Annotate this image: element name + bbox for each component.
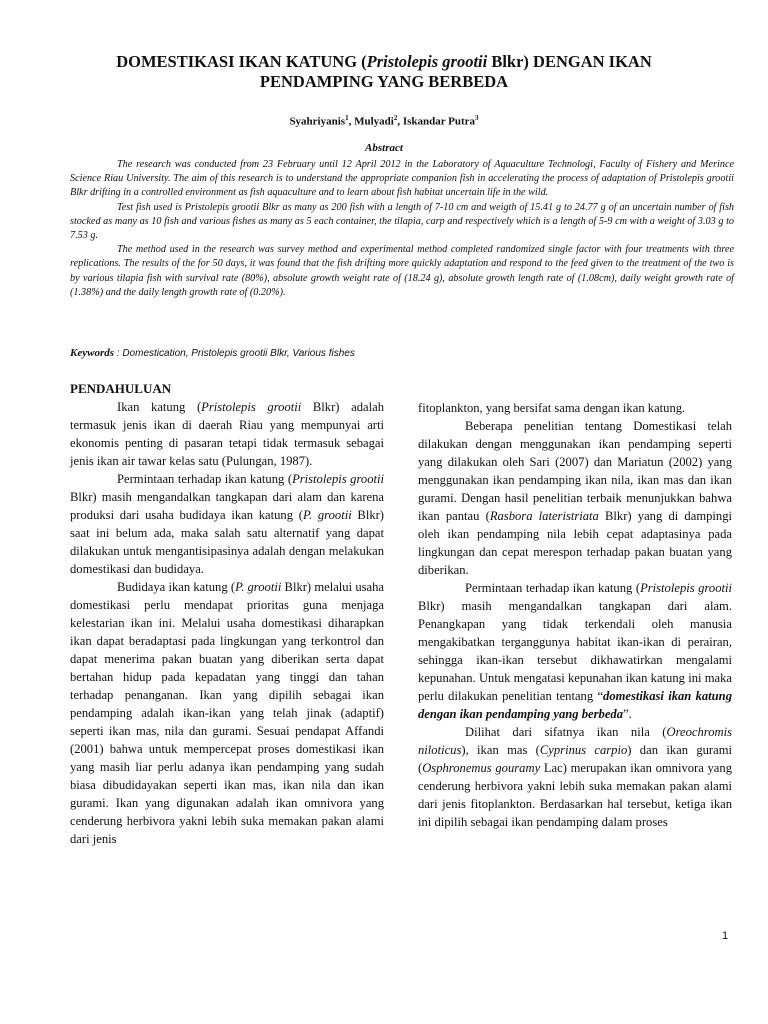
keywords-text: : Domestication, Pristolepis grootii Blkr, Various fishes (114, 348, 355, 359)
abstract-paragraph: The method used in the research was survey method and experimental method completed randomized single factor with four treatments with three replications. The results of the for 50 days, it was found that the fish drifting more quickly adaptation and respond to the feed given to the treatment of the two is by various tilapia fish with survival rate (80%), absolute growth weight rate of (18.24 g), absolute growth length rate of (1.08cm), daily weight growth rate of (1.38%) and the daily length growth rate of (0.20%). (70, 244, 734, 298)
author-list (0, 114, 768, 128)
body-paragraph: Permintaan terhadap ikan katung (Pristolepis grootii Blkr) masih mengandalkan tangkapan dari alam dan karena produksi dari usaha budidaya ikan katung (P. grootii Blkr) saat ini belum ada, maka salah satu alternatif yang dapat dilakukan untuk mengantisipasinya adalah dengan melakukan domestikasi dan budidaya. (70, 472, 385, 576)
section-heading: PENDAHULUAN (70, 381, 172, 396)
author-2-affil: 2 (393, 114, 398, 122)
title-text-end: Blkr) DENGAN IKAN PENDAMPING YANG BERBEDA (259, 52, 652, 91)
page-number: 1 (722, 930, 729, 942)
body-paragraph: Budidaya ikan katung (P. grootii Blkr) melalui usaha domestikasi perlu mendapat prioritas guna menjaga kelestarian ikan ini. Melalui usaha domestikasi diharapkan ikan dapat beradaptasi pada lingkungan yang terkontrol dan dapat menerima pakan buatan yang diberikan serta dapat bertahan hidup pada kepadatan yang tinggi dan tahan terhadap penanganan. Ikan yang dipilih sebagai ikan pendamping adalah ikan-ikan yang telah jinak (adaptif) seperti ikan mas, nila dan gurami. Sesuai pendapat Affandi (2001) bahwa untuk mempercepat proses domestikasi ikan yang masih liar perlu adanya ikan pendamping yang sudah biasa dibudidayakan seperti ikan mas, ikan nila dan ikan gurami. Ikan yang digunakan adalah ikan omnivora yang cenderung herbivora yakni lebih suka memakan pakan alami dari jenis (70, 580, 384, 846)
body-paragraph: Permintaan terhadap ikan katung (Pristolepis grootii Blkr) masih mengandalkan tangkapan dari alam. Penangkapan yang tidak terkendali oleh manusia mengakibatkan terganggunya habitat ikan-ikan di perairan, sehingga ikan-ikan tersebut dikhawatirkan mengalami kepunahan. Untuk mengatasi kepunahan ikan katung ini maka perlu dilakukan penelitian tentang “domestikasi ikan katung dengan ikan pendamping yang berbeda”. (418, 581, 733, 721)
author-1: Syahriyanis (289, 115, 346, 128)
author-2: , Mulyadi (348, 115, 394, 128)
body-paragraph: Dilihat dari sifatnya ikan nila (Oreochromis niloticus), ikan mas (Cyprinus carpio) dan ikan gurami (Osphronemus gouramy Lac) merupakan ikan omnivora yang cenderung herbivora yakni lebih suka memakan pakan alami dari jenis fitoplankton. Berdasarkan hal tersebut, ketiga ikan ini dipilih sebagai ikan pendamping dalam proses (418, 725, 732, 829)
keywords-line (70, 347, 734, 359)
author-1-affil: 1 (345, 114, 349, 122)
body-paragraph: Beberapa penelitian tentang Domestikasi telah dilakukan dengan menggunakan ikan pendamping seperti yang dilakukan oleh Sari (2007) dan Mariatun (2002) yang menggunakan ikan pendamping ikan nila, ikan mas dan ikan gurami. Dengan hasil penelitian terbaik menunjukkan bahwa ikan pantau (Rasbora lateristriata Blkr) yang di dampingi oleh ikan pendamping nila lebih cepat adaptasinya pada lingkungan dan cepat merespon terhadap pakan buatan yang diberikan. (418, 419, 732, 577)
keywords-label: Keywords (70, 347, 114, 359)
title-text: DOMESTIKASI IKAN KATUNG ( (116, 52, 367, 71)
body-paragraph: fitoplankton, yang bersifat sama dengan ikan katung. (418, 401, 686, 415)
author-3-affil: 3 (475, 114, 479, 122)
abstract-heading: Abstract (365, 142, 403, 154)
right-column (418, 399, 732, 831)
body-paragraph: Ikan katung (Pristolepis grootii Blkr) adalah termasuk jenis ikan di daerah Riau yang mempunyai arti ekonomis penting di pasaran tetapi tidak termasuk sebagai jenis ikan air tawar kelas satu (Pulungan, 1987). (70, 400, 384, 468)
left-column (70, 380, 384, 848)
author-3: , Iskandar Putra (397, 115, 476, 128)
abstract-paragraph: The research was conducted from 23 February until 12 April 2012 in the Laboratory of Aquaculture Technologi, Faculty of Fishery and Merince Science Riau University. The aim of this research is to understand the appropriate companion fish in accelerating the process of adaptation of Pristolepis grootii Blkr drifting in a controlled environment as fish aquaculture and to learn about fish habitat uncertain life in the wild. (70, 159, 734, 199)
abstract-paragraph: Test fish used is Pristolepis grootii Blkr as many as 200 fish with a length of 7-10 cm and weigth of 15.41 g to 24.77 g of an uncertain number of fish stocked as many as 10 fish and various fishes as many as 5 each container, the tilapia, carp and respectively which is a length of 5-9 cm with a weight of 3.03 g to 7.53 g. (70, 201, 734, 242)
abstract-body (70, 158, 734, 300)
title-species: Pristolepis grootii (366, 52, 488, 71)
paper-title (60, 52, 708, 92)
